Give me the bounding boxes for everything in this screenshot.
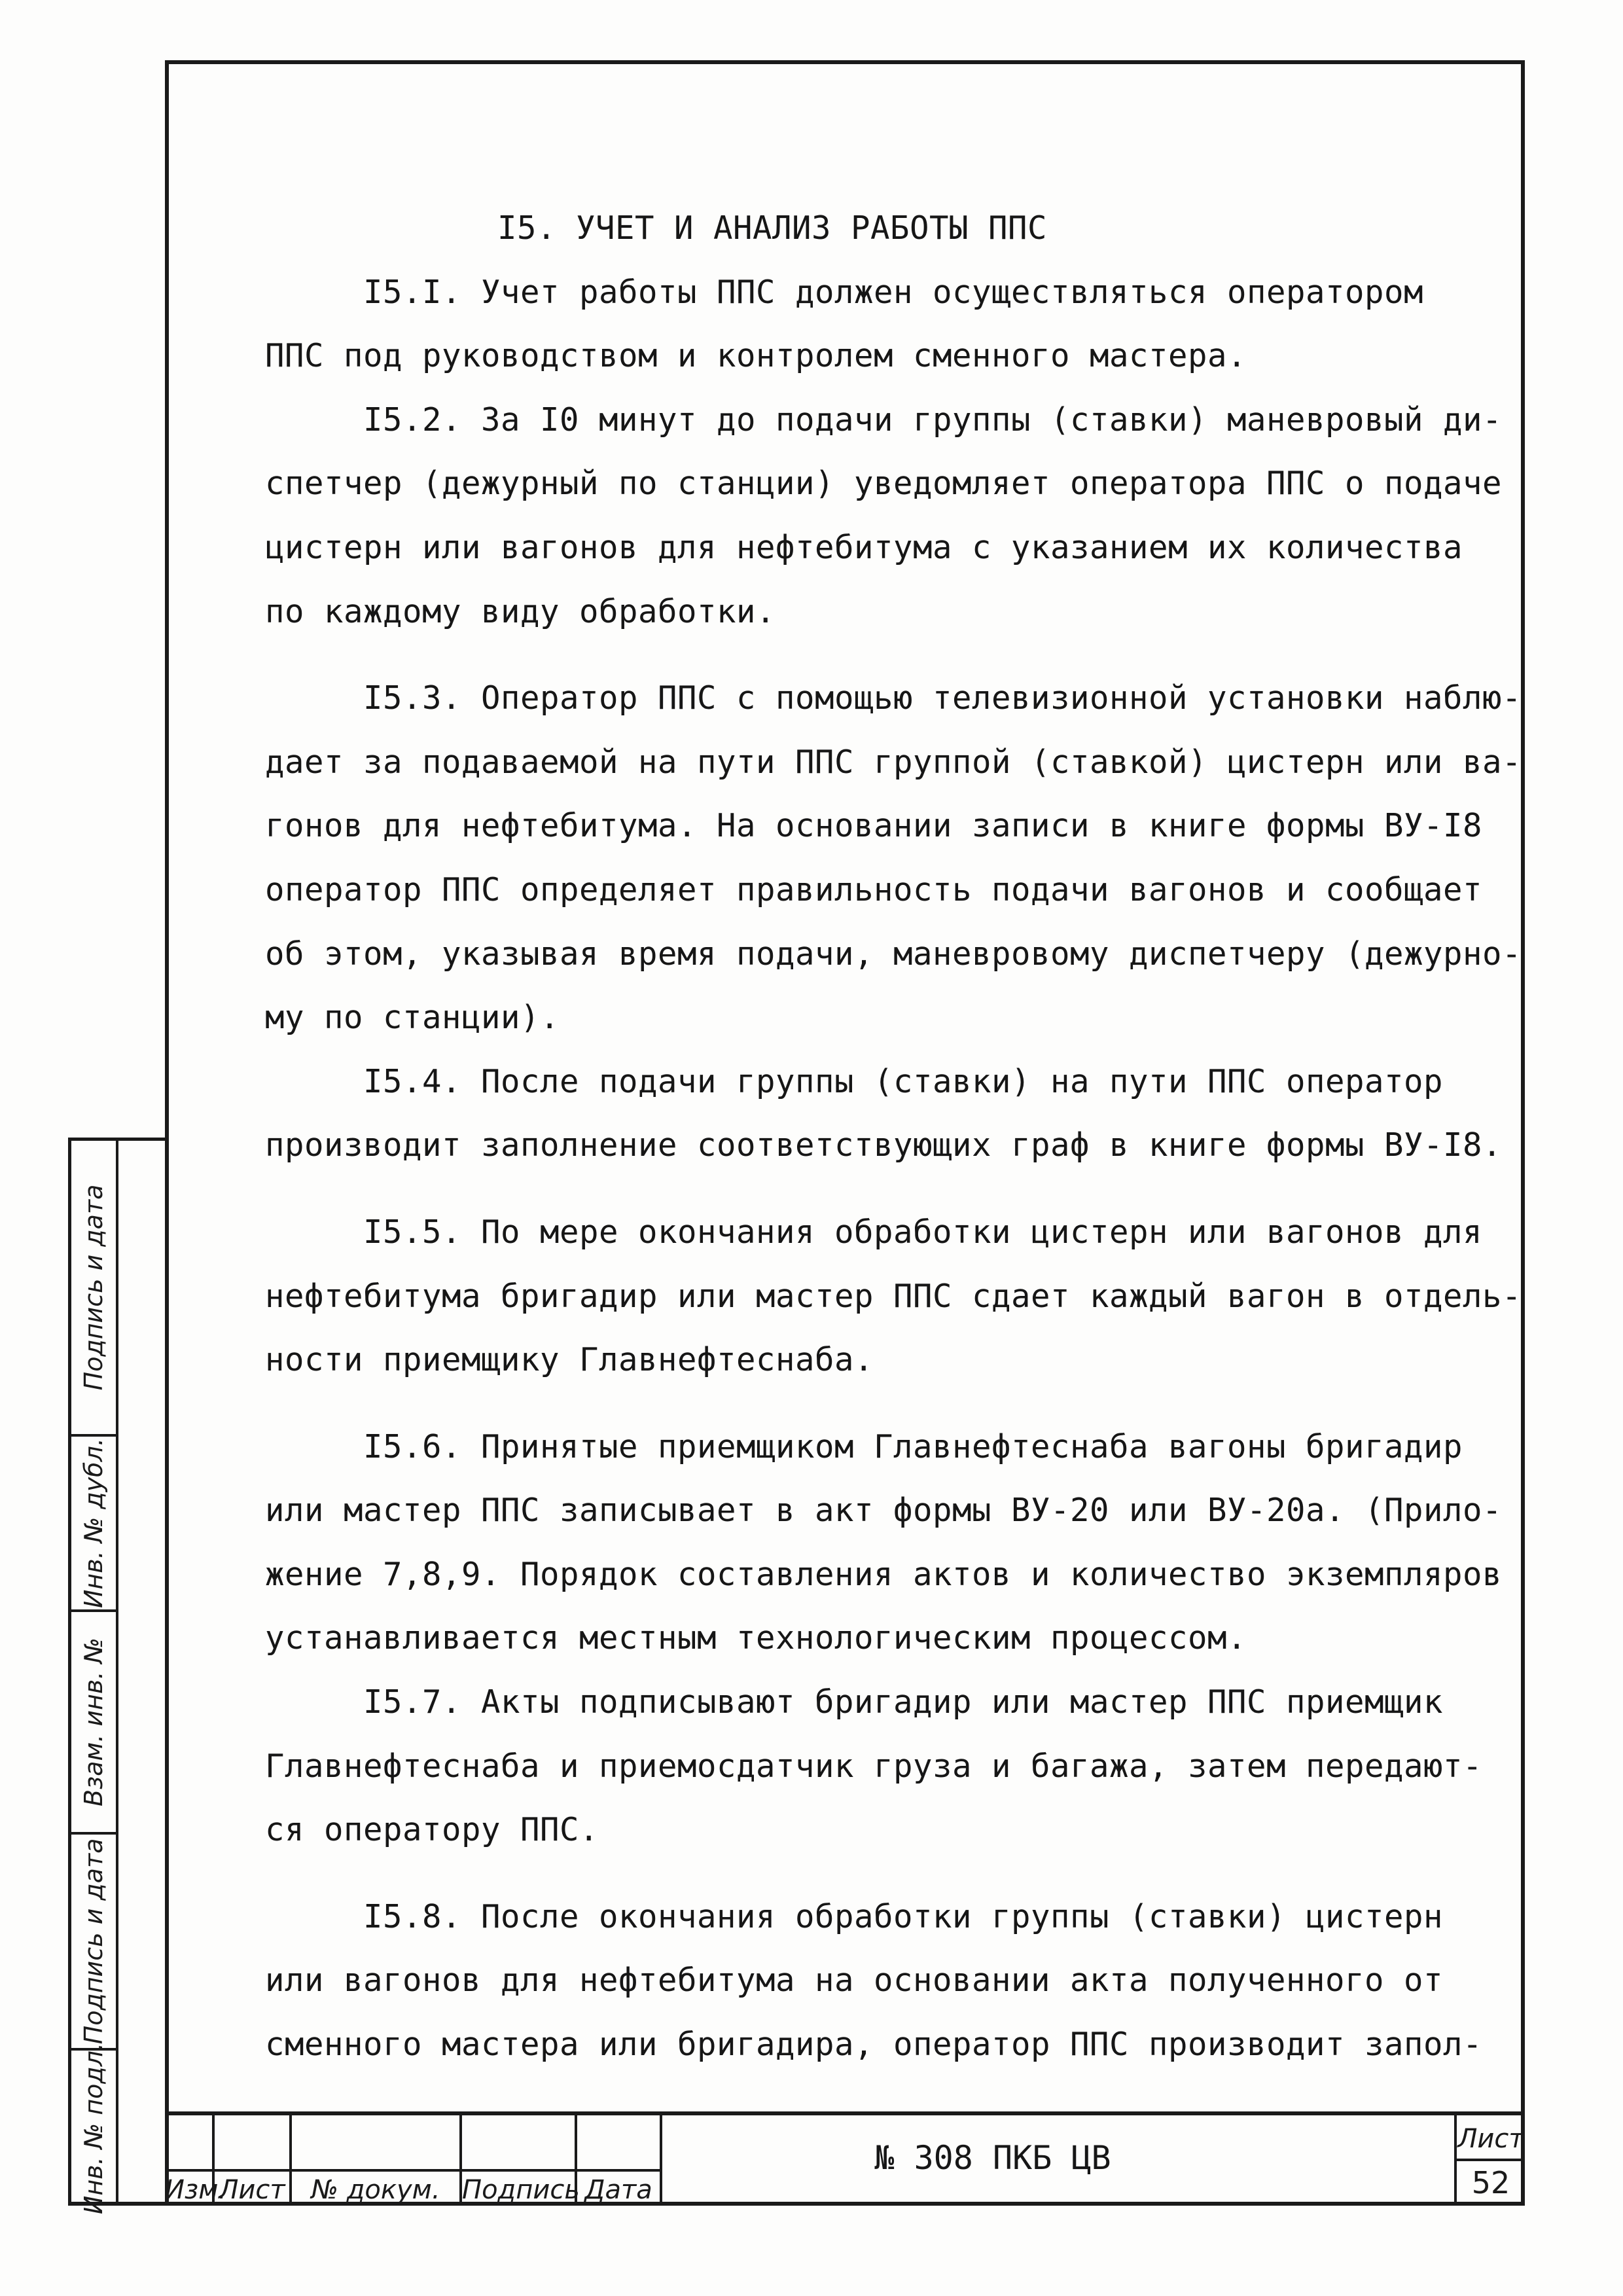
- stamp-sidebar: [68, 1138, 165, 2214]
- text-line: I5.6. Принятые приемщиком Главнефтеснаба вагоны бригадир: [363, 1427, 1463, 1465]
- column-label-doc-number: № докум.: [311, 2175, 440, 2205]
- sidebar-label: Подпись и дата: [79, 1184, 108, 1391]
- text-line: I5.7. Акты подписывают бригадир или мастер ППС приемщик: [363, 1683, 1444, 1721]
- sheet-label: Лист: [1457, 2124, 1524, 2154]
- text-line: об этом, указывая время подачи, маневровому диспетчеру (дежурно-: [265, 935, 1522, 973]
- text-line: I5.8. После окончания обработки группы (ставки) цистерн: [363, 1897, 1444, 1935]
- text-line: I5.3. Оператор ППС с помощью телевизионной установки наблю-: [363, 679, 1522, 717]
- column-label-change: Изм.: [165, 2175, 227, 2205]
- paragraph-gap: [265, 1392, 1528, 1415]
- text-line: дает за подаваемой на пути ППС группой (ставкой) цистерн или ва-: [265, 743, 1522, 781]
- text-line: му по станции).: [265, 999, 560, 1037]
- sidebar-cell-signature-date: [71, 1141, 116, 1437]
- text-line: цистерн или вагонов для нефтебитума с указанием их количества: [265, 528, 1463, 566]
- text-line: по каждому виду обработки.: [265, 592, 776, 630]
- sidebar-label: Инв. № дубл.: [79, 1438, 108, 1608]
- sidebar-cell-original-inventory: [71, 2042, 116, 2214]
- sidebar-cell-signature-date-2: [71, 1835, 116, 2051]
- text-line: сменного мастера или бригадира, оператор ППС производит запол-: [265, 2026, 1483, 2064]
- text-line: ся оператору ППС.: [265, 1811, 599, 1849]
- document-body: [265, 196, 1528, 2077]
- text-line: спетчер (дежурный по станции) уведомляет оператора ППС о подаче: [265, 465, 1503, 503]
- column-label-sheet: Лист: [219, 2175, 285, 2205]
- sidebar-label-column: [71, 1141, 118, 2214]
- paragraph-gap: [265, 1177, 1528, 1200]
- text-line: устанавливается местным технологическим процессом.: [265, 1619, 1247, 1657]
- text-line: I5.4. После подачи группы (ставки) на пути ППС оператор: [363, 1062, 1444, 1100]
- paragraph-gap: [265, 1862, 1528, 1885]
- section-title: I5. УЧЕТ И АНАЛИЗ РАБОТЫ ППС: [497, 209, 1048, 247]
- sidebar-label: Инв. № подл.: [79, 2042, 108, 2214]
- text-line: I5.I. Учет работы ППС должен осуществляться оператором: [363, 273, 1424, 311]
- text-line: оператор ППС определяет правильность подачи вагонов и сообщает: [265, 870, 1483, 908]
- text-line: или вагонов для нефтебитума на основании акта полученного от: [265, 1962, 1444, 2000]
- title-block: [165, 2111, 1525, 2206]
- text-line: ППС под руководством и контролем сменного мастера.: [265, 337, 1247, 375]
- text-line: гонов для нефтебитума. На основании записи в книге формы ВУ-I8: [265, 807, 1483, 845]
- paragraph-gap: [265, 643, 1528, 666]
- text-line: I5.5. По мере окончания обработки цистерн или вагонов для: [363, 1213, 1483, 1251]
- text-line: или мастер ППС записывает в акт формы ВУ-20 или ВУ-20а. (Прило-: [265, 1492, 1503, 1530]
- sidebar-cell-dup-inventory: [71, 1437, 116, 1612]
- column-label-date: Дата: [584, 2175, 652, 2205]
- text-line: Главнефтеснаба и приемосдатчик груза и багажа, затем передают-: [265, 1747, 1483, 1785]
- text-line: нефтебитума бригадир или мастер ППС сдает каждый вагон в отдель-: [265, 1277, 1522, 1315]
- sidebar-label: Взам. инв. №: [79, 1637, 108, 1807]
- text-line: I5.2. За I0 минут до подачи группы (ставки) маневровый ди-: [363, 401, 1503, 439]
- document-number: № 308 ПКБ ЦВ: [874, 2139, 1111, 2177]
- text-line: производит заполнение соответствующих граф в книге формы ВУ-I8.: [265, 1126, 1503, 1164]
- text-line: жение 7,8,9. Порядок составления актов и количество экземпляров: [265, 1555, 1503, 1593]
- sidebar-cell-replace-inventory: [71, 1612, 116, 1835]
- sheet-number: 52: [1471, 2165, 1510, 2200]
- column-label-signature: Подпись: [462, 2175, 580, 2205]
- text-line: ности приемщику Главнефтеснаба.: [265, 1341, 874, 1379]
- sidebar-label: Подпись и дата: [79, 1838, 108, 2045]
